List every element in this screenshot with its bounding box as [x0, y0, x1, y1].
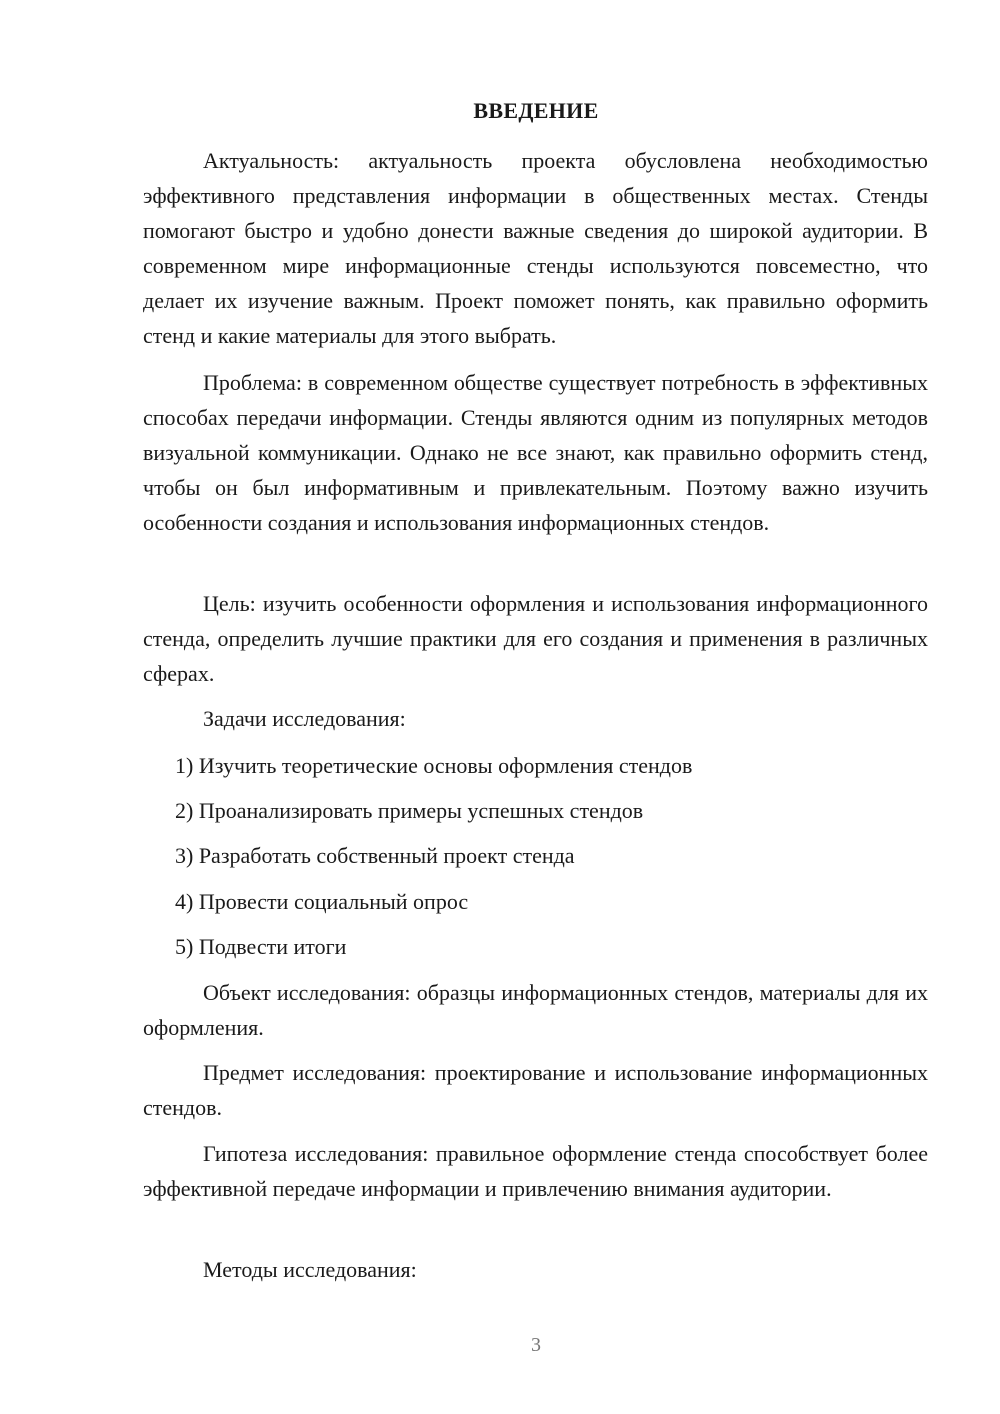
methods-heading: Методы исследования: — [203, 1257, 417, 1282]
page-number: 3 — [531, 1334, 541, 1356]
list-item: 4) Провести социальный опрос — [175, 889, 469, 914]
list-item: 3) Разработать собственный проект стенда — [175, 843, 575, 868]
tasks-heading-block — [143, 701, 928, 736]
problem-block — [143, 365, 928, 540]
task-item-1 — [143, 748, 928, 783]
subject-block — [143, 1055, 928, 1125]
list-item: 5) Подвести итоги — [175, 934, 347, 959]
task-item-4 — [143, 884, 928, 919]
page-title: ВВЕДЕНИЕ — [473, 98, 599, 123]
relevance-block — [143, 143, 928, 353]
list-item: 2) Проанализировать примеры успешных стендов — [175, 798, 644, 823]
task-item-5 — [143, 929, 928, 964]
methods-heading-block — [143, 1252, 928, 1287]
tasks-heading: Задачи исследования: — [203, 706, 406, 731]
relevance-paragraph: Актуальность: актуальность проекта обусловлена необходимостью эффективного представления информации в общественных местах. Стенды помогают быстро и удобно донести важные сведения до широкой аудитории. В современном мире информационные стенды используются повсеместно, что делает их изучение важным. Проект поможет понять, как правильно оформить стенд и какие материалы для этого выбрать. — [143, 148, 928, 348]
task-item-2 — [143, 793, 928, 828]
hypothesis-block — [143, 1136, 928, 1206]
problem-paragraph: Проблема: в современном обществе существует потребность в эффективных способах передачи информации. Стенды являются одним из популярных методов визуальной коммуникации. Однако не все знают, как правильно оформить стенд, чтобы он был информативным и привлекательным. Поэтому важно изучить особенности создания и использования информационных стендов. — [143, 370, 928, 535]
list-item: 1) Изучить теоретические основы оформления стендов — [175, 753, 693, 778]
object-paragraph: Объект исследования: образцы информационных стендов, материалы для их оформления. — [143, 980, 928, 1040]
hypothesis-paragraph: Гипотеза исследования: правильное оформление стенда способствует более эффективной передаче информации и привлечению внимания аудитории. — [143, 1141, 928, 1201]
goal-block — [143, 586, 928, 691]
goal-paragraph: Цель: изучить особенности оформления и использования информационного стенда, определить лучшие практики для его создания и применения в различных сферах. — [143, 591, 928, 686]
object-block — [143, 975, 928, 1045]
subject-paragraph: Предмет исследования: проектирование и использование информационных стендов. — [143, 1060, 928, 1120]
task-item-3 — [143, 838, 928, 873]
